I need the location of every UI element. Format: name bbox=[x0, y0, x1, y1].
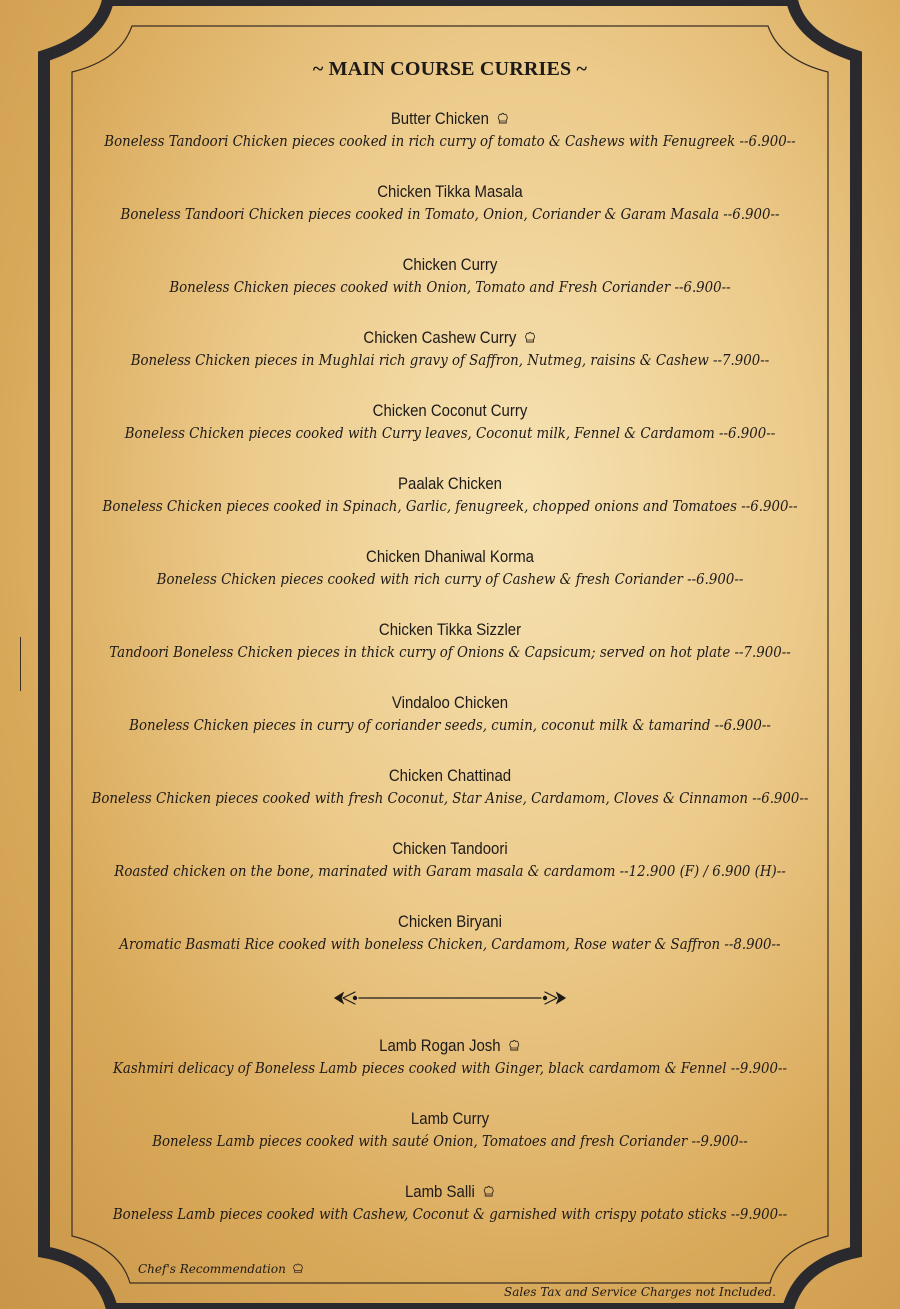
dish-name bbox=[107, 109, 793, 129]
dish-name bbox=[107, 474, 793, 494]
dish-description: Aromatic Basmati Rice cooked with boneless Chicken, Cardamom, Rose water & Saffron --8.900-- bbox=[119, 937, 781, 953]
chef-recommendation-legend bbox=[138, 1262, 304, 1276]
menu-item bbox=[60, 328, 840, 370]
dish-name bbox=[107, 766, 793, 786]
chef-hat-icon bbox=[524, 330, 536, 344]
dish-description: Boneless Tandoori Chicken pieces cooked in Tomato, Onion, Coriander & Garam Masala --6.900-- bbox=[120, 207, 780, 223]
legend-label: Chef's Recommendation bbox=[138, 1262, 286, 1276]
dish-name bbox=[107, 912, 793, 932]
dish-name-text: Vindaloo Chicken bbox=[391, 693, 509, 712]
dish-description: Boneless Chicken pieces cooked with Curry leaves, Coconut milk, Fennel & Cardamom --6.900-- bbox=[124, 426, 776, 442]
dish-name-text: Chicken Tikka Sizzler bbox=[378, 620, 522, 639]
menu-item bbox=[60, 547, 840, 589]
dish-name bbox=[107, 1036, 793, 1056]
dish-name-text: Chicken Chattinad bbox=[388, 766, 512, 785]
dish-name-text: Lamb Salli bbox=[404, 1182, 475, 1201]
chef-hat-icon bbox=[483, 1184, 495, 1198]
dish-name bbox=[107, 328, 793, 348]
menu-item bbox=[60, 766, 840, 808]
menu-item bbox=[60, 255, 840, 297]
menu-body bbox=[60, 0, 840, 1309]
tax-note: Sales Tax and Service Charges not Included. bbox=[504, 1285, 776, 1299]
dish-description: Boneless Chicken pieces cooked with rich curry of Cashew & fresh Coriander --6.900-- bbox=[156, 572, 744, 588]
dish-name-text: Lamb Curry bbox=[410, 1109, 490, 1128]
dish-name-text: Chicken Tikka Masala bbox=[377, 182, 523, 201]
edge-marker bbox=[20, 637, 21, 691]
dish-name bbox=[107, 401, 793, 421]
dish-description: Tandoori Boneless Chicken pieces in thick curry of Onions & Capsicum; served on hot plate --7.900-- bbox=[109, 645, 791, 661]
dish-description: Boneless Chicken pieces in Mughlai rich gravy of Saffron, Nutmeg, raisins & Cashew --7.900-- bbox=[130, 353, 770, 369]
menu-item bbox=[60, 912, 840, 954]
dish-name-text: Chicken Tandoori bbox=[392, 839, 508, 858]
dish-description: Boneless Chicken pieces cooked in Spinach, Garlic, fenugreek, chopped onions and Tomatoes --6.900-- bbox=[102, 499, 798, 515]
dish-description: Boneless Tandoori Chicken pieces cooked in rich curry of tomato & Cashews with Fenugreek --6.900-- bbox=[104, 134, 796, 150]
chef-hat-icon bbox=[292, 1262, 304, 1274]
dish-name bbox=[107, 693, 793, 713]
menu-item bbox=[60, 693, 840, 735]
menu-item bbox=[60, 1109, 840, 1151]
dish-name bbox=[107, 839, 793, 859]
dish-name bbox=[107, 547, 793, 567]
menu-item bbox=[60, 1182, 840, 1224]
menu-item bbox=[60, 401, 840, 443]
chef-hat-icon bbox=[497, 111, 509, 125]
dish-description: Boneless Chicken pieces in curry of coriander seeds, cumin, coconut milk & tamarind --6.900-- bbox=[129, 718, 771, 734]
dish-name-text: Chicken Biryani bbox=[398, 912, 502, 931]
dish-name-text: Chicken Cashew Curry bbox=[363, 328, 517, 347]
dish-description: Boneless Lamb pieces cooked with sauté Onion, Tomatoes and fresh Coriander --9.900-- bbox=[152, 1134, 748, 1150]
dish-name-text: Chicken Dhaniwal Korma bbox=[366, 547, 534, 566]
dish-name bbox=[107, 1109, 793, 1129]
menu-item bbox=[60, 1036, 840, 1078]
ornamental-divider-icon bbox=[333, 988, 567, 1008]
dish-description: Boneless Lamb pieces cooked with Cashew, Coconut & garnished with crispy potato sticks --9.900-- bbox=[112, 1207, 788, 1223]
menu-item bbox=[60, 109, 840, 151]
dish-name-text: Paalak Chicken bbox=[398, 474, 502, 493]
dish-name bbox=[107, 620, 793, 640]
menu-item bbox=[60, 620, 840, 662]
dish-name bbox=[107, 182, 793, 202]
menu-item bbox=[60, 182, 840, 224]
dish-description: Boneless Chicken pieces cooked with Onion, Tomato and Fresh Coriander --6.900-- bbox=[169, 280, 731, 296]
chef-hat-icon bbox=[509, 1038, 521, 1052]
dish-name bbox=[107, 255, 793, 275]
dish-name-text: Chicken Curry bbox=[402, 255, 498, 274]
menu-item bbox=[60, 839, 840, 881]
dish-name bbox=[107, 1182, 793, 1202]
dish-description: Roasted chicken on the bone, marinated with Garam masala & cardamom --12.900 (F) / 6.900 (H)-- bbox=[114, 864, 786, 880]
dish-name-text: Butter Chicken bbox=[390, 109, 489, 128]
dish-name-text: Chicken Coconut Curry bbox=[372, 401, 528, 420]
menu-item bbox=[60, 474, 840, 516]
page-title: ~ MAIN COURSE CURRIES ~ bbox=[312, 58, 588, 80]
dish-description: Kashmiri delicacy of Boneless Lamb pieces cooked with Ginger, black cardamom & Fennel --9.900-- bbox=[112, 1061, 788, 1077]
dish-name-text: Lamb Rogan Josh bbox=[379, 1036, 501, 1055]
dish-description: Boneless Chicken pieces cooked with fresh Coconut, Star Anise, Cardamom, Cloves & Cinnamon --6.900-- bbox=[91, 791, 809, 807]
